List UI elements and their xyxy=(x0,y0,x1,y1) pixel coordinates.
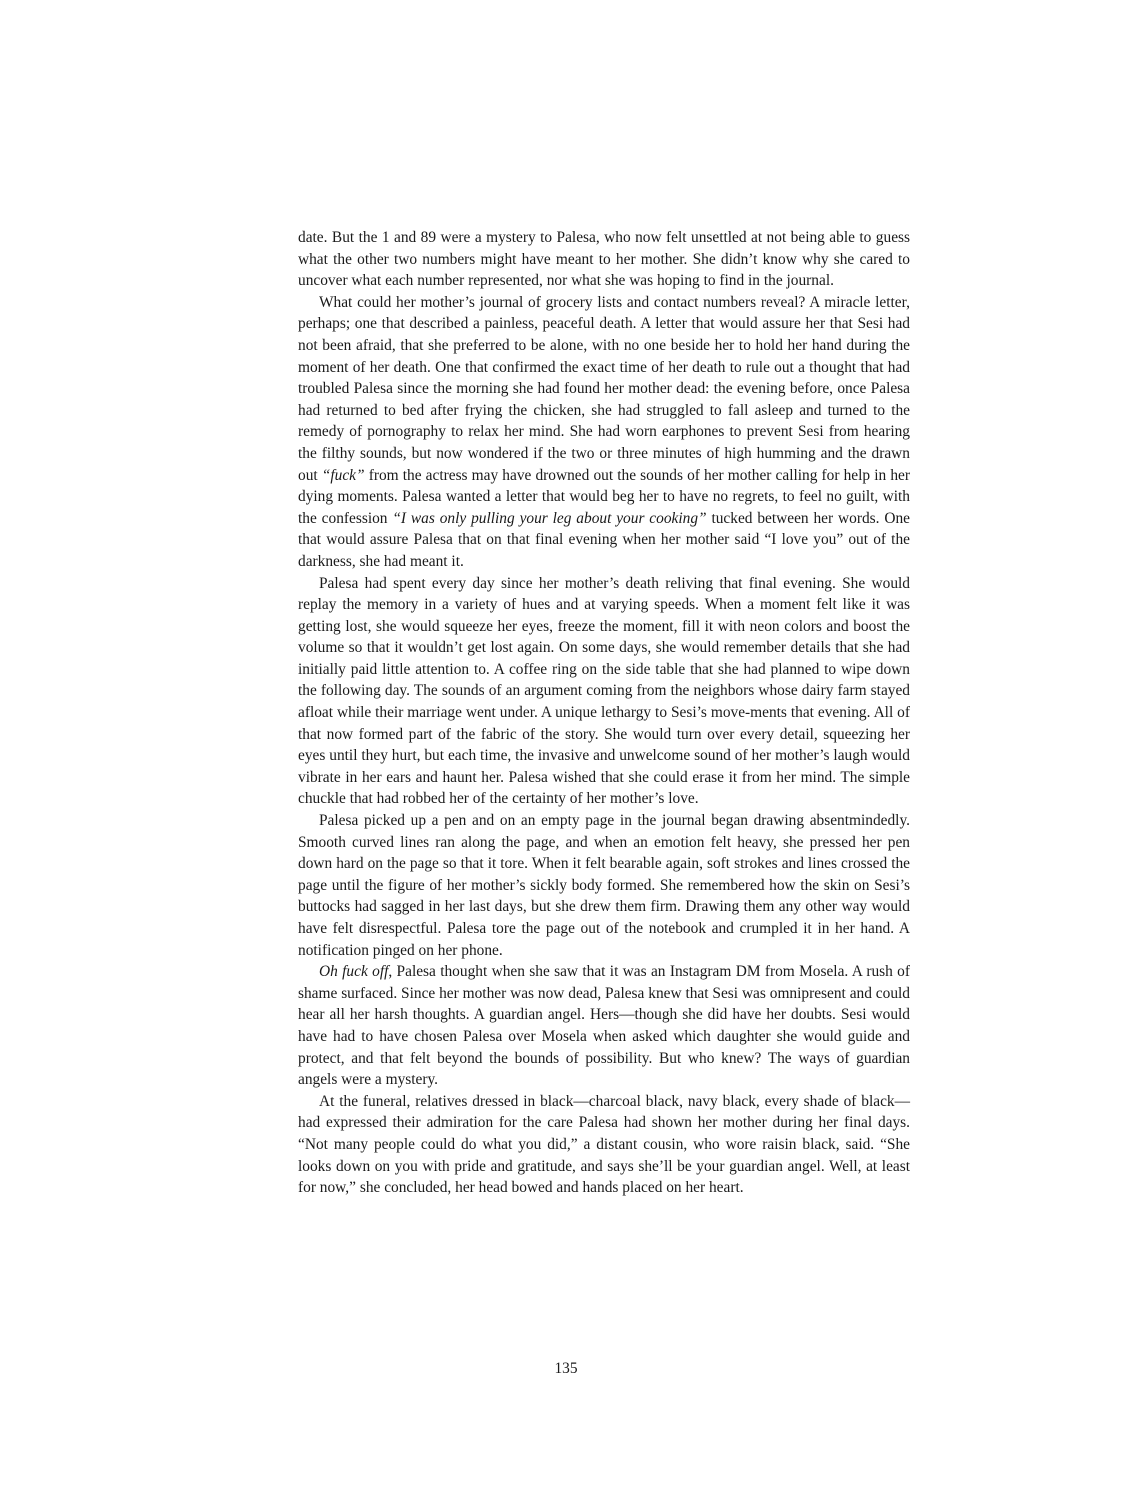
text-run: Palesa picked up a pen and on an empty page in the journal began drawing absentmindedly. Smooth curved lines ran along the page, and when an emotion felt heavy, she pressed her pen down hard on the page so that it tore. When it felt bearable again, soft strokes and lines crossed the page until the figure of her mother’s sickly body formed. She remembered how the skin on Sesi’s buttocks had sagged in her last days, but she drew them firm. Drawing them any other way would have felt disrespectful. Palesa tore the page out of the notebook and crumpled it in her hand. A notification pinged on her phone. xyxy=(298,812,910,959)
text-run: Palesa had spent every day since her mother’s death reliving that final evening. She would replay the memory in a variety of hues and at varying speeds. When a moment felt like it was getting lost, she would squeeze her eyes, freeze the moment, fill it with neon colors and boost the volume so that it wouldn’t get lost again. On some days, she would remember details that she had initially paid little attention to. A coffee ring on the side table that she had planned to wipe down the following day. The sounds of an argument coming from the neighbors whose dairy farm stayed afloat while their marriage went under. A unique lethargy to Sesi’s move-ments that evening. All of that now formed part of the fabric of the story. She would turn over every detail, squeezing her eyes until they hurt, but each time, the invasive and unwelcome sound of her mother’s laugh would vibrate in her ears and haunt her. Palesa wished that she could erase it from her mind. The simple chuckle that had robbed her of the certainty of her mother’s love. xyxy=(298,574,910,808)
text-run: date. But the 1 and 89 were a mystery to Palesa, who now felt unsettled at not being able to guess what the other two numbers might have meant to her mother. She didn’t know why she cared to uncover what each number represented, nor what she was hoping to find in the journal. xyxy=(298,229,910,290)
text-run: , Palesa thought when she saw that it was an Instagram DM from Mosela. A rush of shame surfaced. Since her mother was now dead, Palesa knew that Sesi was omnipresent and could hear all her harsh thoughts. A guardian angel. Hers—though she did have her doubts. Sesi would have had to have chosen Palesa over Mosela when asked which daughter she would guide and protect, and that felt beyond the bounds of possibility. But who knew? The ways of guardian angels were a mystery. xyxy=(298,963,910,1089)
paragraph-4 xyxy=(298,810,910,961)
body-text xyxy=(298,227,910,1199)
paragraph-5 xyxy=(298,961,910,1091)
italic-text-run: Oh fuck off xyxy=(319,963,389,981)
text-run: At the funeral, relatives dressed in black—charcoal black, navy black, every shade of black—had expressed their admiration for the care Palesa had shown her mother during her final days. “Not many people could do what you did,” a distant cousin, who wore raisin black, said. “She looks down on you with pride and gratitude, and says she’ll be your guardian angel. Well, at least for now,” she concluded, her head bowed and hands placed on her heart. xyxy=(298,1092,910,1197)
paragraph-2 xyxy=(298,292,910,573)
italic-text-run: “I was only pulling your leg about your cooking” xyxy=(392,509,707,527)
text-run: What could her mother’s journal of grocery lists and contact numbers reveal? A miracle letter, perhaps; one that described a painless, peaceful death. A letter that would assure her that Sesi had not been afraid, that she preferred to be alone, with no one beside her to hold her hand during the moment of her death. One that confirmed the exact time of her death to rule out a thought that had troubled Palesa since the morning she had found her mother dead: the evening before, once Palesa had returned to bed after frying the chicken, she had struggled to fall asleep and turned to the remedy of pornography to relax her mind. She had worn earphones to prevent Sesi from hearing the filthy sounds, but now wondered if the two or three minutes of high humming and the drawn out xyxy=(298,293,910,484)
text-run: from the actress may have drowned out the sounds of her mother calling for help in her dying moments. Palesa wanted a letter that would beg her to have no regrets, to feel no guilt, with the confession xyxy=(298,466,910,527)
paragraph-6 xyxy=(298,1091,910,1199)
page-number: 135 xyxy=(554,1360,578,1377)
paragraph-1 xyxy=(298,227,910,292)
italic-text-run: “fuck” xyxy=(321,466,365,484)
text-run: tucked between her words. One that would assure Palesa that on that final evening when her mother said “I love you” out of the darkness, she had meant it. xyxy=(298,509,910,570)
paragraph-3 xyxy=(298,573,910,811)
